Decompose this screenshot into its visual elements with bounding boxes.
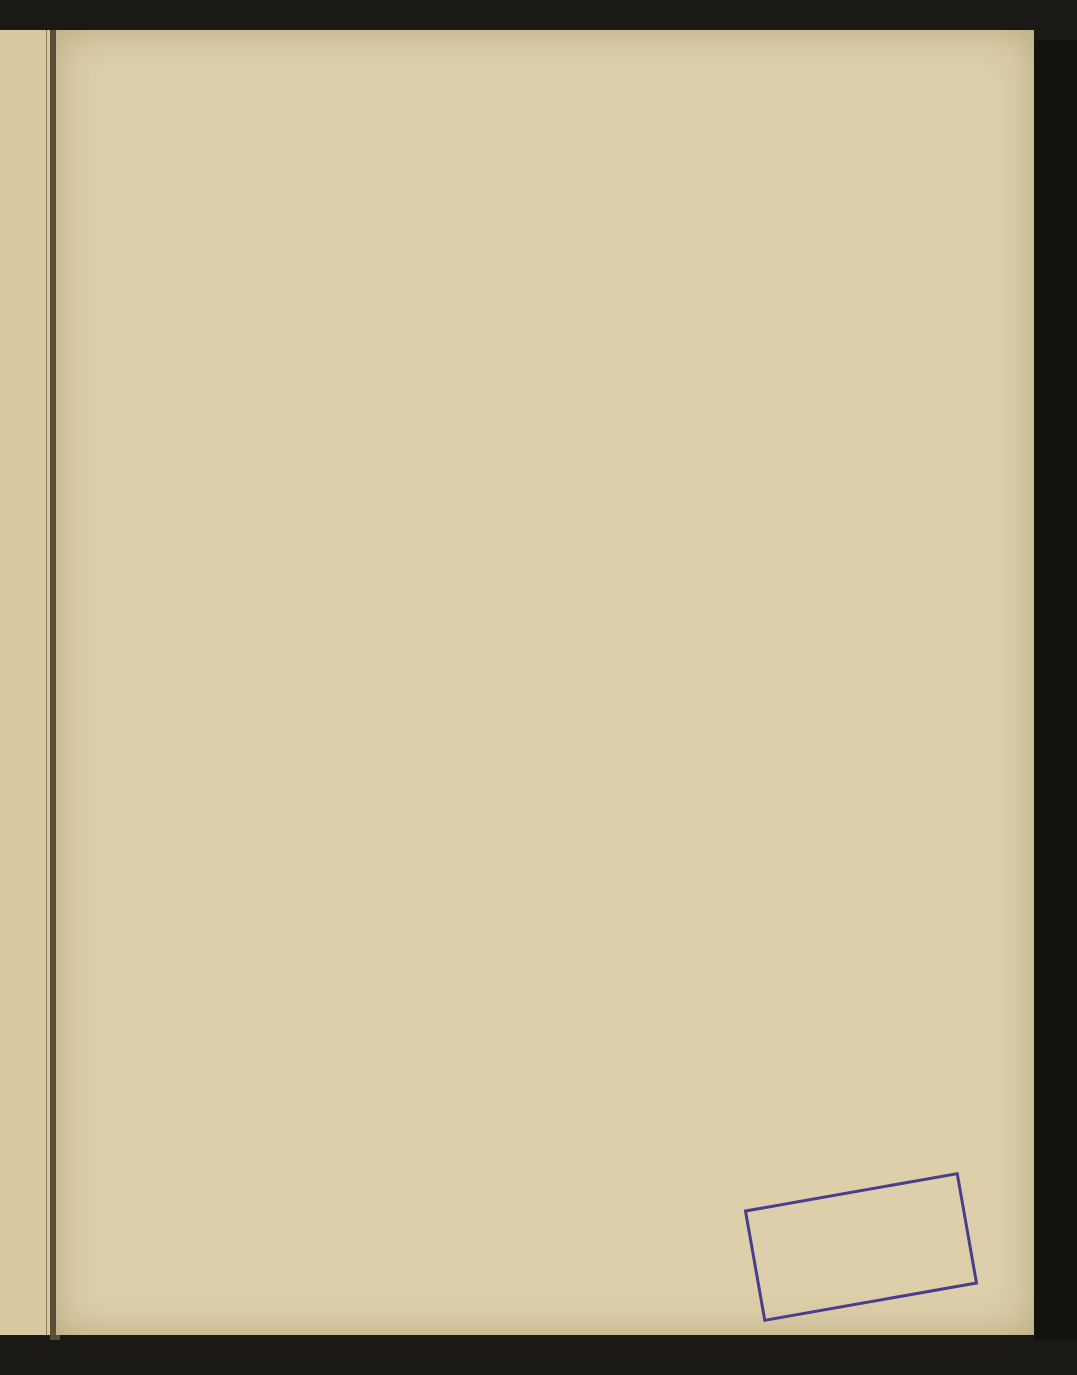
ledger-page [56, 30, 1034, 1335]
left-page [0, 30, 50, 1335]
left-page-strip [0, 30, 47, 1335]
book-edge [1034, 40, 1077, 1340]
